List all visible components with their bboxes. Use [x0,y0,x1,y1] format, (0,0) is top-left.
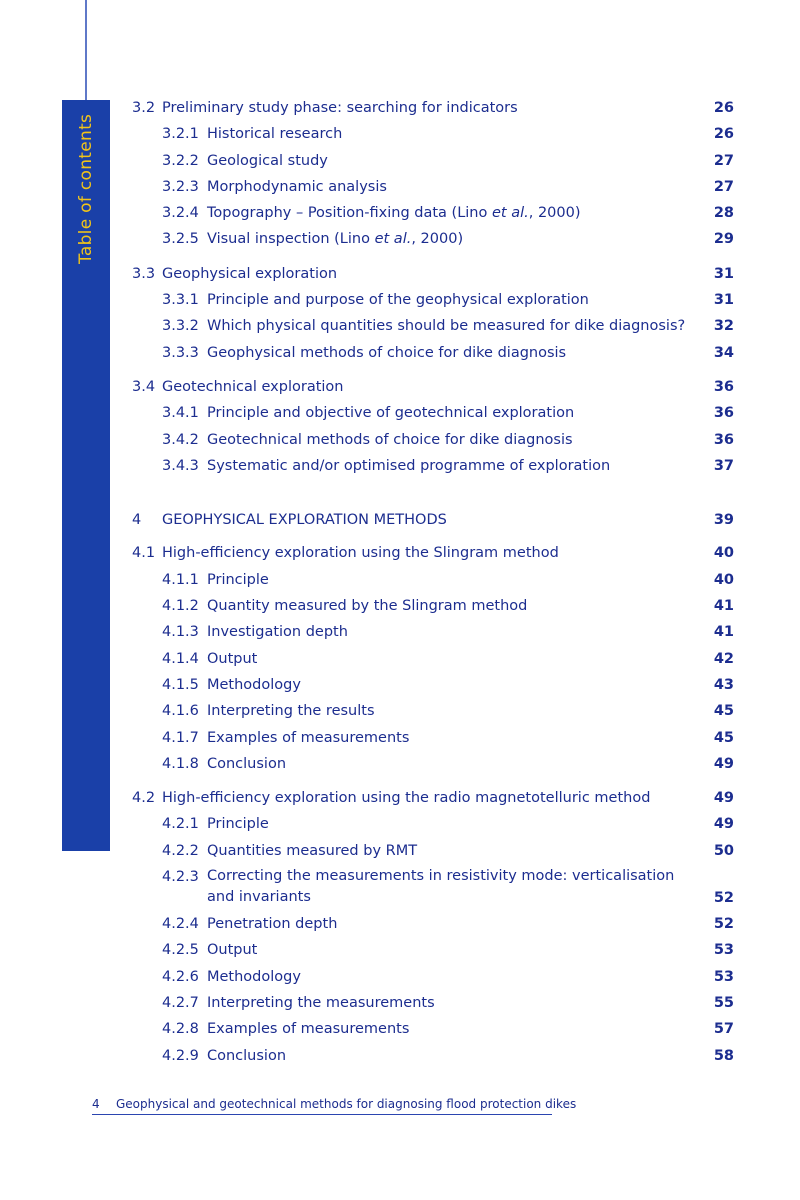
entry-title [207,621,348,643]
entry-title-text: Geological study [207,152,328,169]
toc-entry-section[interactable] [132,542,734,568]
entry-page: 52 [713,890,734,907]
entry-number: 4.1 [132,545,156,562]
entry-page: 36 [713,431,734,448]
toc-entry-sub[interactable] [132,813,734,839]
toc-entry-sub[interactable] [132,753,734,779]
entry-number: 3.4.2 [162,431,199,448]
entry-number: 3.3.3 [162,344,199,361]
entry-page: 43 [713,676,734,693]
entry-page: 55 [713,994,734,1011]
entry-title-text: Principle [207,571,269,588]
entry-title [207,176,387,198]
entry-title [207,455,610,477]
entry-number: 4.1.2 [162,598,199,615]
book-title: Geophysical and geotechnical methods for diagnosing flood protection dikes [116,1097,577,1111]
entry-number: 3.2.3 [162,178,199,195]
entry-title [207,569,269,591]
entry-title-text: GEOPHYSICAL EXPLORATION METHODS [162,512,447,529]
entry-title-text: High-efficiency exploration using the radio magnetotelluric method [162,790,651,807]
entry-number: 4.2.5 [162,942,199,959]
entry-title-text: Systematic and/or optimised programme of exploration [207,457,611,474]
entry-page: 31 [713,292,734,309]
entry-title-text: Conclusion [207,755,287,772]
entry-page: 49 [713,790,734,807]
entry-title [207,402,574,424]
entry-title-text: Geophysical exploration [162,265,338,282]
entry-title [207,429,573,451]
toc-entry-sub[interactable] [132,966,734,992]
entry-title-text: Examples of measurements [207,1021,410,1038]
entry-number: 4.1.5 [162,676,199,693]
entry-title-text: Topography – Position-fixing data (Lino [207,205,492,222]
entry-page: 26 [713,126,734,143]
toc-entry-sub[interactable] [132,727,734,753]
entry-page: 40 [713,571,734,588]
entry-title [207,289,589,311]
entry-page: 34 [713,344,734,361]
entry-number: 4.1.6 [162,703,199,720]
entry-title [162,509,447,531]
entry-title-text: Quantity measured by the Slingram method [207,598,528,615]
entry-title [207,202,581,224]
toc-entry-sub[interactable] [132,455,734,481]
entry-title [207,674,301,696]
entry-number: 4.1.1 [162,571,199,588]
entry-number: 3.3.2 [162,318,199,335]
entry-title-text: Output [207,942,258,959]
entry-title-text: Morphodynamic analysis [207,178,387,195]
entry-title [162,787,650,809]
entry-title-text: Geotechnical methods of choice for dike diagnosis [207,431,573,448]
entry-number: 4.2.6 [162,968,199,985]
entry-number: 3.2.2 [162,152,199,169]
entry-title-text: Preliminary study phase: searching for indicators [162,100,518,116]
entry-title-text: Correcting the measurements in resistivity mode: verticalisation and invariants [207,868,675,906]
entry-title-text: Which physical quantities should be measured for dike diagnosis? [207,318,686,335]
entry-number: 3.3 [132,265,156,282]
entry-number: 4.2.1 [162,816,199,833]
toc-entry-section[interactable] [132,787,734,813]
entry-number: 4.2.4 [162,916,199,933]
entry-title-text: Geophysical methods of choice for dike diagnosis [207,344,567,361]
toc-entry-sub[interactable] [132,621,734,647]
entry-number: 4.1.8 [162,755,199,772]
entry-page: 45 [713,729,734,746]
entry-title [207,315,685,337]
toc-entry-sub[interactable] [132,315,734,341]
toc-entry-sub[interactable] [132,992,734,1018]
entry-number: 4 [132,512,142,529]
entry-title-text: Penetration depth [207,916,338,933]
entry-title [207,150,328,172]
entry-number: 4.2.9 [162,1047,199,1064]
entry-title-text: Quantities measured by RMT [207,842,418,859]
entry-number: 3.2 [132,100,156,116]
entry-title [162,542,559,564]
entry-title [207,648,257,670]
entry-title [207,123,342,145]
entry-number: 4.1.3 [162,624,199,641]
entry-page: 26 [713,100,734,116]
entry-title [207,595,527,617]
entry-title-suffix: , 2000) [411,231,464,248]
entry-number: 3.4 [132,378,156,395]
entry-number: 4.2.2 [162,842,199,859]
entry-title [162,263,337,285]
entry-title [162,376,343,398]
entry-title-text: Interpreting the results [207,703,375,720]
entry-page: 53 [713,968,734,985]
entry-number: 3.3.1 [162,292,199,309]
entry-page: 52 [713,916,734,933]
sidebar-label: Table of contents [76,113,96,264]
entry-page: 27 [713,178,734,195]
entry-page: 36 [713,378,734,395]
entry-page: 50 [713,842,734,859]
entry-page: 41 [713,598,734,615]
page-number: 4 [92,1097,100,1111]
entry-title-text: Methodology [207,676,301,693]
entry-title [207,228,463,250]
toc-entry-sub[interactable] [132,913,734,939]
toc-entry-sub[interactable] [132,569,734,595]
entry-title [207,966,301,988]
toc-entry-sub[interactable] [132,700,734,726]
entry-page: 49 [713,755,734,772]
entry-number: 3.4.3 [162,457,199,474]
entry-number: 3.2.4 [162,205,199,222]
table-of-contents [132,97,734,1071]
entry-page: 36 [713,405,734,422]
toc-entry-sub[interactable] [132,150,734,176]
toc-entry-sub[interactable] [132,939,734,965]
entry-title-text: Examples of measurements [207,729,410,746]
toc-entry-sub[interactable] [132,289,734,315]
entry-title [207,840,417,862]
entry-title-text: Interpreting the measurements [207,994,435,1011]
entry-title-text: High-efficiency exploration using the Slingram method [162,545,559,562]
entry-title [207,753,286,775]
entry-title-text: Historical research [207,126,343,143]
entry-title-italic: et al. [491,205,529,222]
entry-page: 29 [713,231,734,248]
entry-title-text: Principle and purpose of the geophysical exploration [207,292,589,309]
entry-title-italic: et al. [374,231,412,248]
toc-entry-sub[interactable] [132,429,734,455]
entry-page: 57 [713,1021,734,1038]
toc-entry-sub[interactable] [132,674,734,700]
entry-page: 28 [713,205,734,222]
entry-title-text: Principle [207,816,269,833]
entry-title [162,97,518,119]
entry-page: 31 [713,265,734,282]
entry-title [207,342,566,364]
entry-title [207,700,375,722]
toc-entry-sub[interactable] [132,402,734,428]
entry-page: 40 [713,545,734,562]
entry-title-text: Conclusion [207,1047,287,1064]
toc-entry-sub[interactable] [132,123,734,149]
entry-title-suffix: , 2000) [528,205,581,222]
toc-entry-chapter[interactable] [132,509,734,535]
entry-title-text: Principle and objective of geotechnical exploration [207,405,575,422]
entry-title [207,913,337,935]
entry-title [207,866,687,908]
page-footer [92,1097,577,1115]
entry-number: 4.2.8 [162,1021,199,1038]
entry-page: 49 [713,816,734,833]
entry-title [207,1018,409,1040]
entry-page: 27 [713,152,734,169]
entry-title-text: Investigation depth [207,624,348,641]
entry-title [207,813,269,835]
entry-title [207,992,435,1014]
entry-title [207,1045,286,1067]
entry-number: 4.1.7 [162,729,199,746]
toc-entry-section[interactable] [132,263,734,289]
entry-number: 4.2.3 [162,869,199,886]
entry-title [207,939,257,961]
entry-number: 3.4.1 [162,405,199,422]
entry-number: 3.2.1 [162,126,199,143]
toc-entry-section[interactable] [132,376,734,402]
toc-entry-sub[interactable] [132,1018,734,1044]
toc-entry-sub[interactable] [132,866,734,913]
entry-page: 42 [713,650,734,667]
toc-entry-sub[interactable] [132,648,734,674]
entry-number: 4.2.7 [162,994,199,1011]
toc-entry-sub[interactable] [132,595,734,621]
entry-title [207,727,409,749]
entry-page: 41 [713,624,734,641]
entry-title-text: Visual inspection (Lino [207,231,375,248]
entry-page: 37 [713,457,734,474]
margin-rule [85,0,87,100]
toc-entry-sub[interactable] [132,342,734,368]
entry-page: 45 [713,703,734,720]
entry-title-text: Methodology [207,968,301,985]
toc-entry-sub[interactable] [132,228,734,254]
entry-page: 39 [713,512,734,529]
toc-entry-sub[interactable] [132,202,734,228]
toc-entry-sub[interactable] [132,840,734,866]
entry-number: 4.2 [132,790,156,807]
entry-number: 3.2.5 [162,231,199,248]
entry-page: 32 [713,318,734,335]
entry-page: 58 [713,1047,734,1064]
entry-page: 53 [713,942,734,959]
entry-title-text: Output [207,650,258,667]
entry-title-text: Geotechnical exploration [162,378,344,395]
toc-entry-sub[interactable] [132,176,734,202]
entry-number: 4.1.4 [162,650,199,667]
toc-entry-section[interactable] [132,97,734,123]
toc-entry-sub[interactable] [132,1045,734,1071]
